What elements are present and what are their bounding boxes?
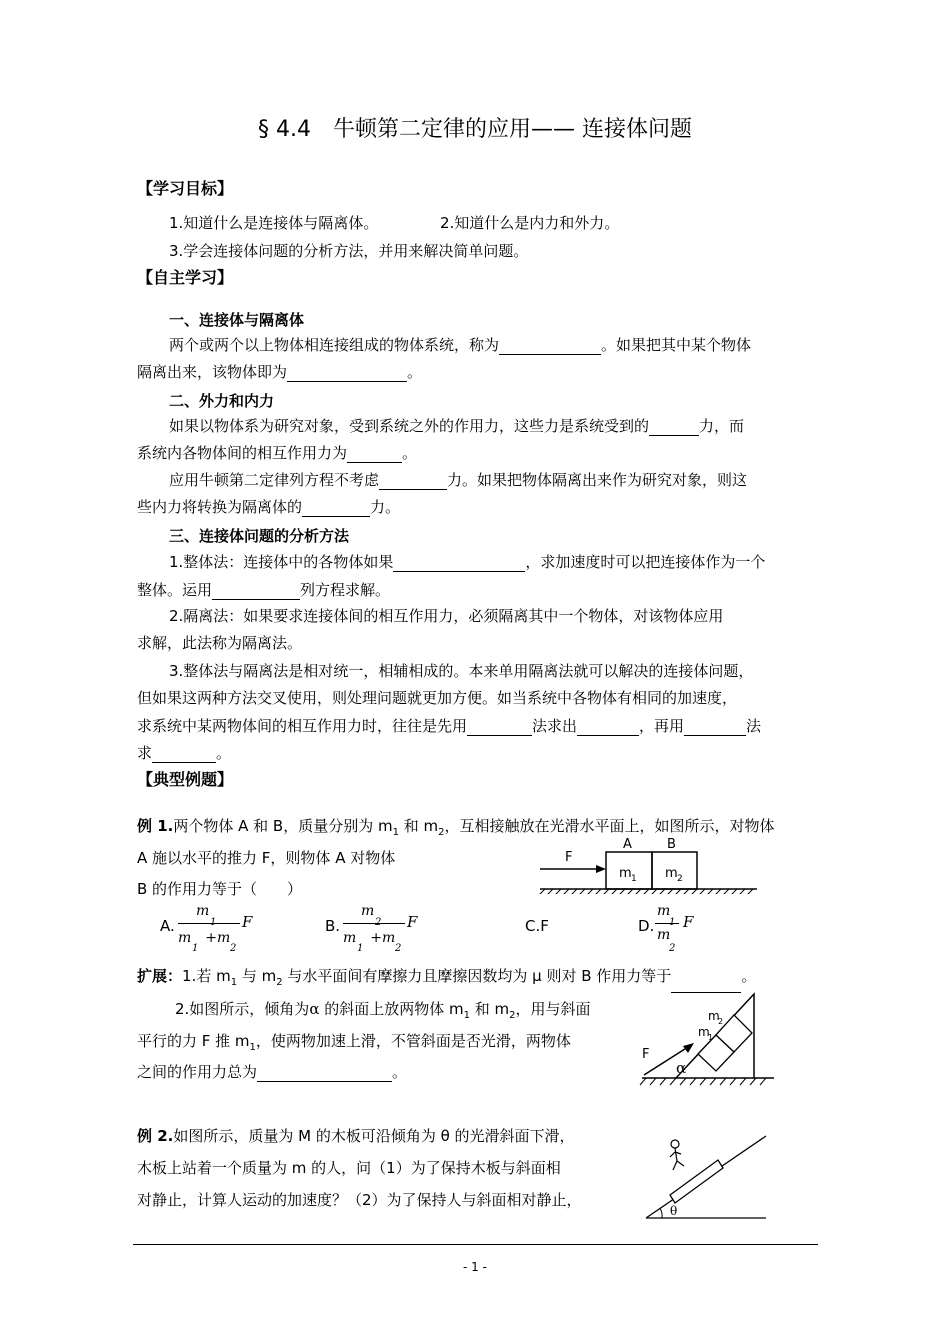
part3-line5: 3.整体法与隔离法是相对统一，相辅相成的。本来单用隔离法就可以解决的连接体问题，	[169, 662, 754, 680]
extension-line3: 平行的力 F 推 $m_1$，使两物加速上滑，不管斜面是否光滑，两物体	[137, 1032, 571, 1053]
svg-text:α: α	[676, 1059, 687, 1077]
section-self-study: 【自主学习】	[137, 268, 234, 287]
example1-line1: 例 1.两个物体 A 和 B，质量分别为 $m_1$ 和 $m_2$，互相接触放在光滑水平面上，如图所示，对物体	[137, 817, 775, 838]
force-label: F	[565, 850, 573, 865]
part2-heading: 二、外力和内力	[169, 392, 275, 410]
blank-internal-force[interactable]	[347, 446, 402, 463]
blank-quantity[interactable]	[577, 719, 639, 736]
svg-text:2: 2	[718, 1017, 724, 1026]
option-d-formula: m 1 m 2 F	[657, 903, 694, 954]
blank-method-1[interactable]	[467, 719, 532, 736]
incline-figure	[636, 990, 781, 1090]
part2-line2: 系统内各物体间的相互作用力为 。	[137, 444, 418, 462]
part2-line1: 如果以物体系为研究对象，受到系统之外的作用力，这些力是系统受到的 力，而	[169, 417, 745, 435]
option-b-formula: m 2 m +m 1 2 F	[343, 903, 418, 954]
option-a-label[interactable]: A.	[160, 917, 175, 935]
svg-text:m: m	[708, 1009, 720, 1023]
footer-divider	[133, 1244, 818, 1245]
part1-line1: 两个或两个以上物体相连接组成的物体系统，称为 。如果把其中某个物体	[169, 336, 752, 354]
blank-connected-body[interactable]	[499, 338, 601, 355]
person-figure	[670, 1140, 684, 1170]
example2-line3: 对静止，计算人运动的加速度？（2）为了保持人与斜面相对静止，	[137, 1191, 582, 1209]
option-d-label[interactable]: D.	[638, 917, 655, 935]
part3-line7: 求系统中某两物体间的相互作用力时，往往是先用 法求出 ，再用 法	[137, 717, 762, 735]
extension-line4: 之间的作用力总为 。	[137, 1063, 408, 1081]
option-c[interactable]: C.F	[525, 917, 549, 935]
example1-line2: A 施以水平的推力 F，则物体 A 对物体	[137, 849, 396, 867]
page-title: § 4.4 牛顿第二定律的应用—— 连接体问题	[258, 117, 692, 142]
goal-1: 1.知道什么是连接体与隔离体。	[169, 214, 379, 232]
example2-line1: 例 2.如图所示，质量为 M 的木板可沿倾角为 θ 的光滑斜面下滑，	[137, 1127, 575, 1145]
example2-figure	[640, 1130, 770, 1222]
option-b-label[interactable]: B.	[325, 917, 341, 935]
part1-heading: 一、连接体与隔离体	[169, 311, 305, 329]
blank-ignored-force[interactable]	[379, 473, 447, 490]
part3-line8: 求 。	[137, 744, 232, 762]
svg-text:1: 1	[631, 874, 637, 884]
goal-2: 2.知道什么是内力和外力。	[440, 214, 620, 232]
part3-line4: 求解，此法称为隔离法。	[137, 634, 303, 652]
blank-force[interactable]	[152, 746, 216, 763]
blank-interaction-force[interactable]	[257, 1065, 392, 1082]
example1-line3: B 的作用力等于（ ）	[137, 880, 303, 898]
part2-line4: 些内力将转换为隔离体的 力。	[137, 498, 401, 516]
part3-line6: 但如果这两种方法交叉使用，则处理问题就更加方便。如当系统中各物体有相同的加速度，	[137, 689, 738, 707]
svg-text:m: m	[619, 866, 632, 881]
part3-line2: 整体。运用 列方程求解。	[137, 581, 391, 599]
page-number: - 1 -	[463, 1260, 487, 1274]
svg-text:F: F	[642, 1047, 650, 1062]
part3-line3: 2.隔离法：如果要求连接体间的相互作用力，必须隔离其中一个物体，对该物体应用	[169, 607, 724, 625]
svg-text:2: 2	[677, 874, 683, 884]
extension-line2: 2.如图所示，倾角为α 的斜面上放两物体 $m_1$ 和 $m_2$，用与斜面	[175, 1000, 591, 1021]
blank-law[interactable]	[212, 583, 300, 600]
label-a: A	[623, 837, 632, 852]
blank-same-acceleration[interactable]	[393, 555, 525, 572]
svg-text:m: m	[665, 866, 678, 881]
label-b: B	[667, 837, 676, 852]
svg-text:θ: θ	[670, 1204, 678, 1218]
wooden-board	[670, 1160, 723, 1203]
part3-line1: 1.整体法：连接体中的各物体如果 ，求加速度时可以把连接体作为一个	[169, 553, 766, 571]
extension-line1: 扩展：1.若 $m_1$ 与 $m_2$ 与水平面间有摩擦力且摩擦因数均为 μ 则对 B 作用力等于 。	[137, 966, 756, 993]
part1-line2: 隔离出来，该物体即为 。	[137, 363, 423, 381]
blank-isolated-body[interactable]	[287, 365, 407, 382]
blank-method-2[interactable]	[684, 719, 746, 736]
option-a-formula: m 1 m +m 1 2 F	[178, 903, 253, 954]
svg-text:m: m	[698, 1025, 710, 1039]
section-goals: 【学习目标】	[137, 179, 234, 198]
blank-external-force[interactable]	[649, 419, 699, 436]
part2-line3: 应用牛顿第二定律列方程不考虑 力。如果把物体隔离出来作为研究对象，则这	[169, 471, 748, 489]
svg-text:1: 1	[708, 1033, 714, 1042]
goal-3: 3.学会连接体问题的分析方法，并用来解决简单问题。	[169, 242, 529, 260]
blank-converted-force[interactable]	[302, 500, 370, 517]
part3-heading: 三、连接体问题的分析方法	[169, 527, 350, 545]
example1-figure	[535, 832, 765, 894]
section-examples: 【典型例题】	[137, 770, 234, 789]
example2-line2: 木板上站着一个质量为 m 的人，问（1）为了保持木板与斜面相	[137, 1159, 561, 1177]
